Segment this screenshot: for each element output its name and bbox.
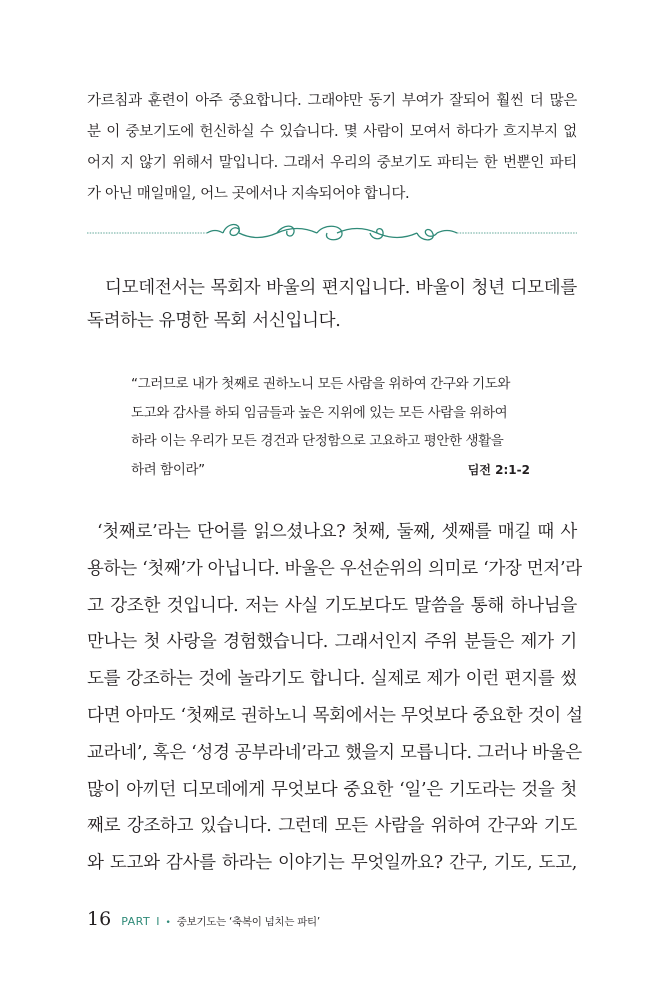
- bullet-icon: •: [165, 918, 171, 928]
- page-footer: [87, 908, 320, 938]
- part-separator: I: [156, 915, 160, 928]
- page-number: 16: [87, 908, 112, 930]
- body-line: ‘첫째로’라는 단어를 읽으셨나요? 첫째, 둘째, 셋째를 매길 때 사: [97, 522, 577, 542]
- chapter-title: 중보기도는 ‘축복이 넘치는 파티’: [176, 916, 320, 928]
- quote-last-line: [131, 456, 530, 485]
- body-paragraph: [87, 514, 583, 882]
- body-line: 와 도고와 감사를 하라는 이야기는 무엇일까요? 간구, 기도, 도고,: [87, 853, 577, 874]
- body-line: 도를 강조하는 것에 놀라기도 합니다. 실제로 제가 이런 편지를 썼: [87, 669, 577, 690]
- intro-line: 매일매일, 어느 곳에서나 지속되어야 합니다.: [136, 186, 410, 202]
- intro-line: 가르침과 훈련이 아주 중요합니다. 그래야만 동기 부여가 잘되어 훨씬 더 많은 분: [87, 93, 577, 140]
- lead-paragraph: [87, 272, 577, 338]
- intro-paragraph: [87, 86, 577, 210]
- lead-line: 독려하는 유명한 목회 서신입니다.: [87, 311, 341, 331]
- section-divider-ornament: [87, 216, 577, 252]
- lead-line: 디모데전서는 목회자 바울의 편지입니다. 바울이 청년 디모데를: [105, 278, 577, 298]
- body-line: 교라네’, 혹은 ‘성경 공부라네’라고 했을지 모릅니다. 그러나 바울은: [87, 742, 582, 763]
- part-label: PART: [121, 915, 151, 928]
- body-line: 만나는 첫 사랑을 경험했습니다. 그래서인지 주위 분들은 제가 기: [87, 632, 577, 653]
- body-line: 많이 아끼던 디모데에게 무엇보다 중요한 ‘일’은 기도라는 것을 첫: [87, 779, 577, 800]
- scripture-quote: [131, 370, 530, 484]
- body-line: 고 강조한 것입니다. 저는 사실 기도보다도 말씀을 통해 하나님을: [87, 595, 577, 616]
- body-line: 다면 아마도 ‘첫째로 권하노니 목회에서는 무엇보다 중요한 것이 설: [87, 705, 583, 726]
- quote-line: 하려 함이라”: [131, 461, 205, 478]
- intro-line: 지 않기 위해서 말입니다. 그래서 우리의 중보기도 파티는 한 번뿐인 파티가 아닌: [87, 155, 577, 202]
- intro-line: 이 중보기도에 헌신하실 수 있습니다. 몇 사람이 모여서 하다가 흐지부지 없어지: [87, 124, 578, 171]
- body-line: 용하는 ‘첫째’가 아닙니다. 바울은 우선순위의 의미로 ‘가장 먼저’라: [87, 558, 582, 579]
- body-line: 째로 강조하고 있습니다. 그런데 모든 사람을 위하여 간구와 기도: [87, 816, 577, 837]
- scripture-reference: 딤전 2:1-2: [467, 462, 530, 477]
- quote-line: 하라 이는 우리가 모든 경건과 단정함으로 고요하고 평안한 생활을: [131, 433, 504, 449]
- quote-line: “그러므로 내가 첫째로 권하노니 모든 사람을 위하여 간구와 기도와: [131, 376, 511, 392]
- quote-line: 도고와 감사를 하되 임금들과 높은 지위에 있는 모든 사람을 위하여: [131, 404, 508, 421]
- flourish-divider-icon: [87, 216, 577, 252]
